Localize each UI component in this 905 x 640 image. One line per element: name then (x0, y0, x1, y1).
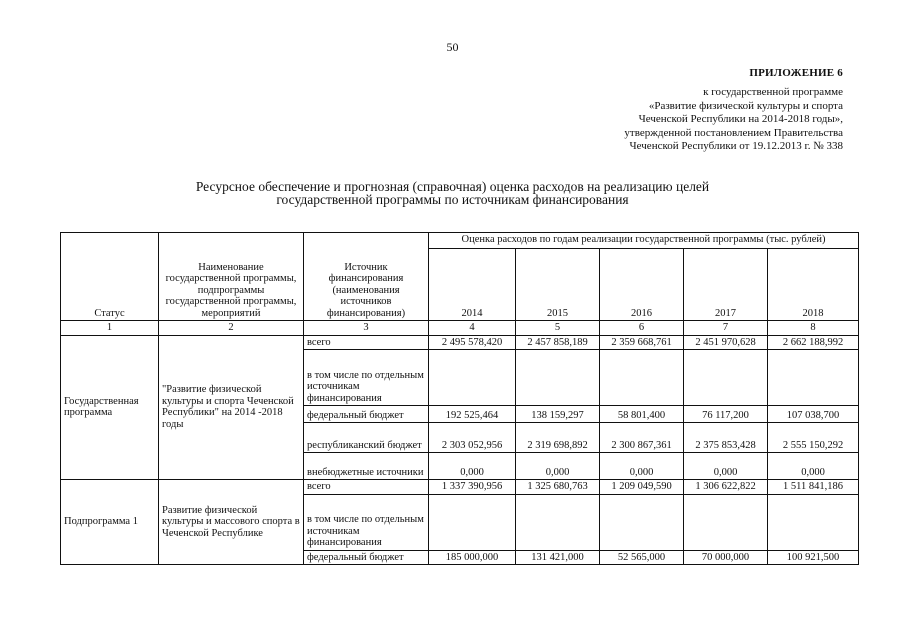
header-year: 2015 (516, 249, 600, 321)
table-row (61, 335, 859, 350)
status-cell: Подпрограмма 1 (61, 480, 159, 565)
source-cell: внебюджетные источники (304, 453, 429, 480)
source-cell: в том числе по отдельным источникам финансирования (304, 350, 429, 406)
header-name: Наименование государственной программы, подпрограммы государственной программы, мероприятий (159, 233, 304, 321)
value-cell: 2 555 150,292 (768, 423, 859, 453)
appendix-line: Чеченской Республики на 2014-2018 годы», (638, 113, 843, 126)
value-cell: 107 038,700 (768, 406, 859, 423)
appendix-line: утвержденной постановлением Правительства (624, 126, 843, 139)
value-cell: 0,000 (429, 453, 516, 480)
value-cell: 1 306 622,822 (684, 480, 768, 495)
value-cell: 2 375 853,428 (684, 423, 768, 453)
title-line: государственной программы по источникам финансирования (276, 192, 629, 207)
header-year: 2018 (768, 249, 859, 321)
value-cell: 2 303 052,956 (429, 423, 516, 453)
value-cell: 185 000,000 (429, 550, 516, 565)
source-cell: в том числе по отдельным источникам финансирования (304, 494, 429, 550)
value-cell: 192 525,464 (429, 406, 516, 423)
value-cell: 1 511 841,186 (768, 480, 859, 495)
value-cell: 2 495 578,420 (429, 335, 516, 350)
value-cell: 76 117,200 (684, 406, 768, 423)
value-cell: 2 319 698,892 (516, 423, 600, 453)
column-number: 1 (61, 321, 159, 336)
header-row (61, 233, 859, 249)
value-cell: 52 565,000 (600, 550, 684, 565)
source-cell: всего (304, 480, 429, 495)
value-cell (429, 494, 516, 550)
header-year: 2017 (684, 249, 768, 321)
value-cell: 0,000 (684, 453, 768, 480)
value-cell (768, 350, 859, 406)
source-cell: всего (304, 335, 429, 350)
value-cell: 2 451 970,628 (684, 335, 768, 350)
value-cell (768, 494, 859, 550)
header-year: 2016 (600, 249, 684, 321)
column-number: 8 (768, 321, 859, 336)
value-cell: 1 337 390,956 (429, 480, 516, 495)
status-cell: Государственная программа (61, 335, 159, 480)
value-cell: 2 457 858,189 (516, 335, 600, 350)
header-estimate: Оценка расходов по годам реализации государственной программы (тыс. рублей) (429, 233, 859, 249)
title-line: Ресурсное обеспечение и прогнозная (справочная) оценка расходов на реализацию целей (195, 179, 710, 194)
value-cell (600, 350, 684, 406)
resource-table (60, 232, 859, 565)
column-number-row (61, 321, 859, 336)
value-cell: 70 000,000 (684, 550, 768, 565)
value-cell (600, 494, 684, 550)
header-status: Статус (61, 233, 159, 321)
document-title (0, 180, 905, 206)
value-cell: 58 801,400 (600, 406, 684, 423)
column-number: 3 (304, 321, 429, 336)
value-cell: 1 209 049,590 (600, 480, 684, 495)
appendix-reference (624, 86, 843, 154)
value-cell: 0,000 (516, 453, 600, 480)
value-cell: 100 921,500 (768, 550, 859, 565)
column-number: 6 (600, 321, 684, 336)
value-cell (516, 350, 600, 406)
value-cell: 0,000 (600, 453, 684, 480)
value-cell (684, 350, 768, 406)
table-row (61, 480, 859, 495)
column-number: 4 (429, 321, 516, 336)
source-cell: республиканский бюджет (304, 423, 429, 453)
value-cell (516, 494, 600, 550)
appendix-title: ПРИЛОЖЕНИЕ 6 (749, 67, 843, 79)
program-name-cell: "Развитие физической культуры и спорта Чеченской Республики" на 2014 -2018 годы (159, 335, 304, 480)
header-year: 2014 (429, 249, 516, 321)
source-cell: федеральный бюджет (304, 550, 429, 565)
header-source: Источник финансирования (наименования источников финансирования) (304, 233, 429, 321)
value-cell: 0,000 (768, 453, 859, 480)
value-cell (429, 350, 516, 406)
appendix-line: Чеченской Республики от 19.12.2013 г. № 338 (629, 140, 843, 153)
value-cell: 2 359 668,761 (600, 335, 684, 350)
value-cell (684, 494, 768, 550)
source-cell: федеральный бюджет (304, 406, 429, 423)
column-number: 7 (684, 321, 768, 336)
value-cell: 1 325 680,763 (516, 480, 600, 495)
value-cell: 138 159,297 (516, 406, 600, 423)
page-number: 50 (446, 40, 459, 54)
value-cell: 2 662 188,992 (768, 335, 859, 350)
appendix-line: к государственной программе (703, 86, 843, 98)
column-number: 5 (516, 321, 600, 336)
value-cell: 2 300 867,361 (600, 423, 684, 453)
column-number: 2 (159, 321, 304, 336)
value-cell: 131 421,000 (516, 550, 600, 565)
appendix-line: «Развитие физической культуры и спорта (648, 99, 843, 112)
program-name-cell: Развитие физической культуры и массового спорта в Чеченской Республике (159, 480, 304, 565)
